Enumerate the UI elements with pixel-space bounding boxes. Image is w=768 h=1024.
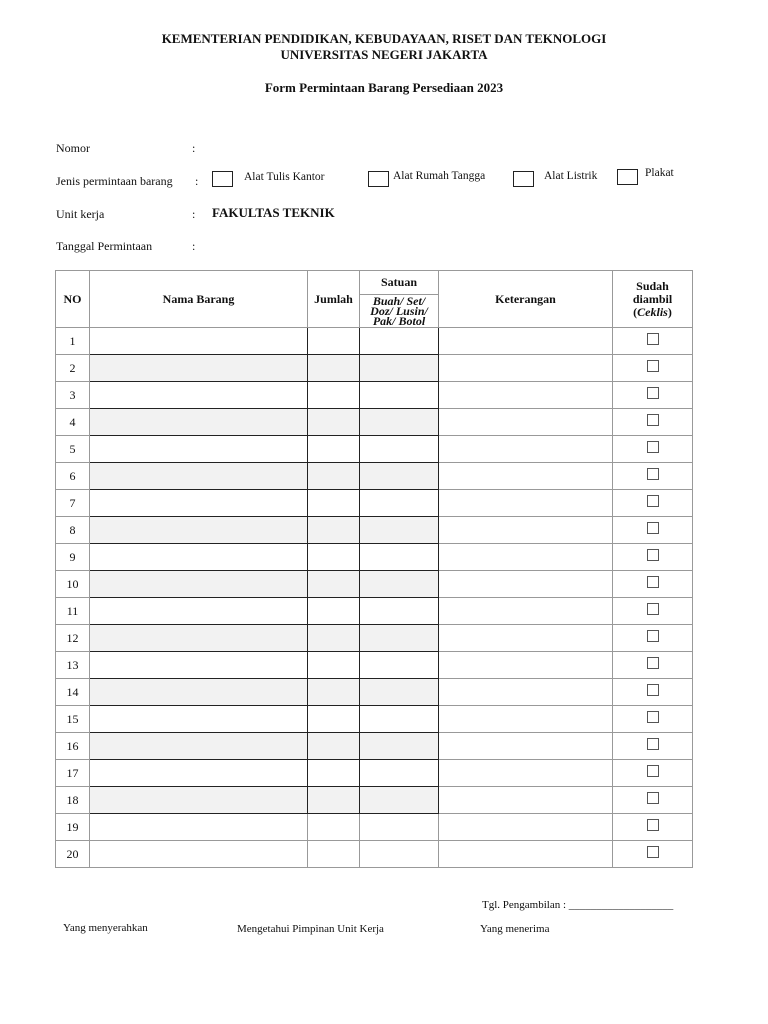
- table-row: [56, 382, 693, 409]
- satuan-cell[interactable]: [360, 355, 439, 382]
- sudah-diambil-cell[interactable]: [613, 652, 693, 679]
- nama-barang-cell[interactable]: [90, 625, 308, 652]
- nama-barang-cell[interactable]: [90, 463, 308, 490]
- unit-kerja-label: Unit kerja: [56, 207, 105, 221]
- header-keterangan: Keterangan: [439, 271, 613, 328]
- jumlah-cell[interactable]: [308, 490, 360, 517]
- ceklis-checkbox[interactable]: [647, 522, 659, 534]
- sudah-diambil-cell[interactable]: [613, 355, 693, 382]
- satuan-cell[interactable]: [360, 571, 439, 598]
- table-row: [56, 787, 693, 814]
- jumlah-cell[interactable]: [308, 814, 360, 841]
- keterangan-cell[interactable]: [439, 625, 613, 652]
- table-row: [56, 679, 693, 706]
- unit-kerja-colon: :: [192, 207, 196, 221]
- satuan-cell[interactable]: [360, 787, 439, 814]
- nama-barang-cell[interactable]: [90, 679, 308, 706]
- sudah-diambil-cell[interactable]: [613, 760, 693, 787]
- jumlah-cell[interactable]: [308, 706, 360, 733]
- keterangan-cell[interactable]: [439, 355, 613, 382]
- ceklis-checkbox[interactable]: [647, 576, 659, 588]
- table-row: [56, 328, 693, 355]
- table-row: [56, 436, 693, 463]
- jenis-label: Jenis permintaan barang: [56, 174, 173, 188]
- keterangan-cell[interactable]: [439, 598, 613, 625]
- satuan-cell[interactable]: [360, 328, 439, 355]
- table-row: [56, 463, 693, 490]
- jumlah-cell[interactable]: [308, 409, 360, 436]
- satuan-cell[interactable]: [360, 517, 439, 544]
- table-row: [56, 544, 693, 571]
- satuan-cell[interactable]: [360, 841, 439, 868]
- ceklis-checkbox[interactable]: [647, 711, 659, 723]
- satuan-cell[interactable]: [360, 409, 439, 436]
- yang-menyerahkan: Yang menyerahkan: [63, 922, 148, 934]
- ministry-title: KEMENTERIAN PENDIDIKAN, KEBUDAYAAN, RISET DAN TEKNOLOGI: [161, 31, 607, 46]
- table-row: [56, 814, 693, 841]
- keterangan-cell[interactable]: [439, 382, 613, 409]
- row-number: 20: [56, 841, 90, 868]
- jumlah-cell[interactable]: [308, 733, 360, 760]
- jumlah-cell[interactable]: [308, 517, 360, 544]
- ceklis-checkbox[interactable]: [647, 414, 659, 426]
- jenis-colon: :: [195, 174, 199, 188]
- ceklis-checkbox[interactable]: [647, 333, 659, 345]
- keterangan-cell[interactable]: [439, 436, 613, 463]
- checkbox-alat-listrik[interactable]: [513, 171, 534, 187]
- table-row: [56, 571, 693, 598]
- ceklis-checkbox[interactable]: [647, 387, 659, 399]
- sudah-diambil-cell[interactable]: [613, 733, 693, 760]
- row-number: 18: [56, 787, 90, 814]
- satuan-cell[interactable]: [360, 463, 439, 490]
- table-row: [56, 652, 693, 679]
- satuan-cell[interactable]: [360, 544, 439, 571]
- sudah-diambil-cell[interactable]: [613, 679, 693, 706]
- keterangan-cell[interactable]: [439, 679, 613, 706]
- row-number: 13: [56, 652, 90, 679]
- header-sudah-line2: diambil: [632, 291, 673, 306]
- keterangan-cell[interactable]: [439, 328, 613, 355]
- sudah-diambil-cell[interactable]: [613, 409, 693, 436]
- sudah-diambil-cell[interactable]: [613, 787, 693, 814]
- row-number: 6: [56, 463, 90, 490]
- nama-barang-cell[interactable]: [90, 787, 308, 814]
- keterangan-cell[interactable]: [439, 841, 613, 868]
- satuan-cell[interactable]: [360, 490, 439, 517]
- keterangan-cell[interactable]: [439, 490, 613, 517]
- table-row: [56, 490, 693, 517]
- keterangan-cell[interactable]: [439, 652, 613, 679]
- keterangan-cell[interactable]: [439, 409, 613, 436]
- jumlah-cell[interactable]: [308, 463, 360, 490]
- nomor-colon: :: [192, 141, 196, 155]
- keterangan-cell[interactable]: [439, 787, 613, 814]
- mengetahui-pimpinan: Mengetahui Pimpinan Unit Kerja: [237, 923, 384, 935]
- nama-barang-cell[interactable]: [90, 706, 308, 733]
- nama-barang-cell[interactable]: [90, 814, 308, 841]
- ceklis-checkbox[interactable]: [647, 792, 659, 804]
- checkbox-alat-rumah-tangga[interactable]: [368, 171, 389, 187]
- ceklis-checkbox[interactable]: [647, 468, 659, 480]
- jumlah-cell[interactable]: [308, 436, 360, 463]
- jumlah-cell[interactable]: [308, 328, 360, 355]
- satuan-cell[interactable]: [360, 706, 439, 733]
- jumlah-cell[interactable]: [308, 544, 360, 571]
- option-alat-listrik: Alat Listrik: [544, 170, 598, 182]
- header-satuan: Satuan: [360, 271, 439, 295]
- keterangan-cell[interactable]: [439, 517, 613, 544]
- jumlah-cell[interactable]: [308, 679, 360, 706]
- row-number: 3: [56, 382, 90, 409]
- row-number: 17: [56, 760, 90, 787]
- nama-barang-cell[interactable]: [90, 517, 308, 544]
- ceklis-checkbox[interactable]: [647, 360, 659, 372]
- satuan-cell[interactable]: [360, 679, 439, 706]
- row-number: 8: [56, 517, 90, 544]
- table-row: [56, 517, 693, 544]
- paren-close: ): [667, 304, 672, 319]
- nama-barang-cell[interactable]: [90, 544, 308, 571]
- sudah-diambil-cell[interactable]: [613, 328, 693, 355]
- row-number: 16: [56, 733, 90, 760]
- ceklis-checkbox[interactable]: [647, 657, 659, 669]
- nama-barang-cell[interactable]: [90, 328, 308, 355]
- ceklis-checkbox[interactable]: [647, 603, 659, 615]
- form-title: Form Permintaan Barang Persediaan 2023: [264, 80, 504, 95]
- jumlah-cell[interactable]: [308, 598, 360, 625]
- header-ceklis: Ceklis: [637, 304, 668, 319]
- table-row: [56, 409, 693, 436]
- jumlah-cell[interactable]: [308, 571, 360, 598]
- table-row: [56, 706, 693, 733]
- nama-barang-cell[interactable]: [90, 571, 308, 598]
- satuan-cell[interactable]: [360, 382, 439, 409]
- table-body: [56, 328, 693, 868]
- jumlah-cell[interactable]: [308, 355, 360, 382]
- jumlah-cell[interactable]: [308, 382, 360, 409]
- nama-barang-cell[interactable]: [90, 355, 308, 382]
- row-number: 7: [56, 490, 90, 517]
- table-row: [56, 760, 693, 787]
- yang-menerima: Yang menerima: [480, 923, 550, 935]
- keterangan-cell[interactable]: [439, 760, 613, 787]
- ceklis-checkbox[interactable]: [647, 819, 659, 831]
- header-satuan-units: Buah/ Set/ Doz/ Lusin/ Pak/ Botol: [360, 295, 439, 328]
- table-row: [56, 355, 693, 382]
- sudah-diambil-cell[interactable]: [613, 517, 693, 544]
- row-number: 15: [56, 706, 90, 733]
- nama-barang-cell[interactable]: [90, 382, 308, 409]
- satuan-cell[interactable]: [360, 598, 439, 625]
- nama-barang-cell[interactable]: [90, 598, 308, 625]
- row-number: 10: [56, 571, 90, 598]
- nama-barang-cell[interactable]: [90, 841, 308, 868]
- keterangan-cell[interactable]: [439, 814, 613, 841]
- header-sudah-line1: Sudah: [636, 278, 669, 293]
- ceklis-checkbox[interactable]: [647, 549, 659, 561]
- ceklis-checkbox[interactable]: [647, 630, 659, 642]
- header-sudah-diambil: [613, 271, 693, 328]
- sudah-diambil-cell[interactable]: [613, 571, 693, 598]
- nama-barang-cell[interactable]: [90, 652, 308, 679]
- tanggal-colon: :: [192, 239, 196, 253]
- sudah-diambil-cell[interactable]: [613, 706, 693, 733]
- header-no: NO: [56, 271, 90, 328]
- nomor-label: Nomor: [56, 141, 90, 155]
- row-number: 11: [56, 598, 90, 625]
- satuan-cell[interactable]: [360, 652, 439, 679]
- university-title: UNIVERSITAS NEGERI JAKARTA: [280, 47, 488, 62]
- ceklis-checkbox[interactable]: [647, 738, 659, 750]
- table-row: [56, 841, 693, 868]
- jumlah-cell[interactable]: [308, 787, 360, 814]
- row-number: 9: [56, 544, 90, 571]
- keterangan-cell[interactable]: [439, 544, 613, 571]
- row-number: 14: [56, 679, 90, 706]
- keterangan-cell[interactable]: [439, 463, 613, 490]
- row-number: 5: [56, 436, 90, 463]
- items-table: [55, 270, 693, 868]
- row-number: 12: [56, 625, 90, 652]
- option-alat-tulis-kantor: Alat Tulis Kantor: [244, 171, 325, 183]
- header-nama-barang: Nama Barang: [90, 271, 308, 328]
- paren-open: (: [633, 304, 638, 319]
- sudah-diambil-cell[interactable]: [613, 490, 693, 517]
- sudah-diambil-cell[interactable]: [613, 463, 693, 490]
- jumlah-cell[interactable]: [308, 760, 360, 787]
- table-row: [56, 625, 693, 652]
- sudah-diambil-cell[interactable]: [613, 841, 693, 868]
- jumlah-cell[interactable]: [308, 625, 360, 652]
- satuan-cell[interactable]: [360, 625, 439, 652]
- option-alat-rumah-tangga: Alat Rumah Tangga: [393, 170, 486, 182]
- option-plakat: Plakat: [645, 167, 674, 179]
- row-number: 4: [56, 409, 90, 436]
- satuan-cell[interactable]: [360, 814, 439, 841]
- tanggal-label: Tanggal Permintaan: [56, 239, 153, 253]
- satuan-cell[interactable]: [360, 760, 439, 787]
- jumlah-cell[interactable]: [308, 841, 360, 868]
- sudah-diambil-cell[interactable]: [613, 544, 693, 571]
- ceklis-checkbox[interactable]: [647, 846, 659, 858]
- ceklis-checkbox[interactable]: [647, 495, 659, 507]
- keterangan-cell[interactable]: [439, 706, 613, 733]
- ceklis-checkbox[interactable]: [647, 684, 659, 696]
- keterangan-cell[interactable]: [439, 733, 613, 760]
- sudah-diambil-cell[interactable]: [613, 625, 693, 652]
- row-number: 1: [56, 328, 90, 355]
- header-jumlah: Jumlah: [308, 271, 360, 328]
- table-row: [56, 733, 693, 760]
- sudah-diambil-cell[interactable]: [613, 814, 693, 841]
- table-row: [56, 598, 693, 625]
- tgl-pengambilan: Tgl. Pengambilan : ___________________: [482, 899, 674, 911]
- header-sudah-line3: [613, 306, 692, 319]
- jumlah-cell[interactable]: [308, 652, 360, 679]
- sudah-diambil-cell[interactable]: [613, 598, 693, 625]
- row-number: 2: [56, 355, 90, 382]
- row-number: 19: [56, 814, 90, 841]
- nama-barang-cell[interactable]: [90, 409, 308, 436]
- ceklis-checkbox[interactable]: [647, 765, 659, 777]
- nama-barang-cell[interactable]: [90, 733, 308, 760]
- unit-kerja-value: FAKULTAS TEKNIK: [212, 205, 335, 220]
- nama-barang-cell[interactable]: [90, 436, 308, 463]
- keterangan-cell[interactable]: [439, 571, 613, 598]
- sudah-diambil-cell[interactable]: [613, 436, 693, 463]
- satuan-cell[interactable]: [360, 436, 439, 463]
- satuan-cell[interactable]: [360, 733, 439, 760]
- checkbox-plakat[interactable]: [617, 169, 638, 185]
- ceklis-checkbox[interactable]: [647, 441, 659, 453]
- nama-barang-cell[interactable]: [90, 490, 308, 517]
- sudah-diambil-cell[interactable]: [613, 382, 693, 409]
- nama-barang-cell[interactable]: [90, 760, 308, 787]
- checkbox-alat-tulis-kantor[interactable]: [212, 171, 233, 187]
